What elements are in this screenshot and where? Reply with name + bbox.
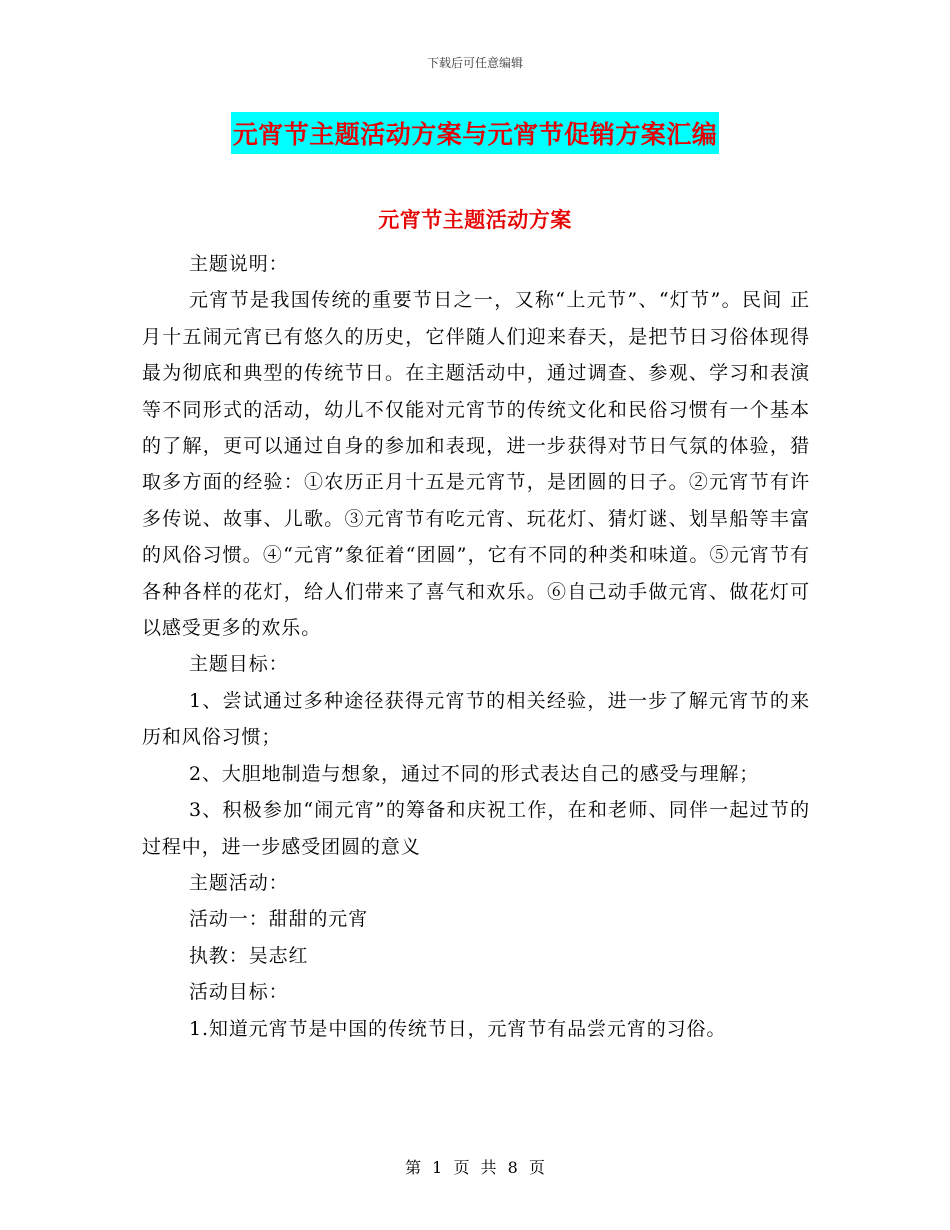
document-title [0,112,950,154]
body-text [142,246,810,1047]
paragraph-theme-goals-heading: 主题目标： [189,653,289,676]
paragraph-goal-1: 1、尝试通过多种途径获得元宵节的相关经验，进一步了解元宵节的来历和风俗习惯； [142,689,810,749]
paragraph-activity-goals-heading: 活动目标： [189,981,289,1004]
paragraph-theme-description: 元宵节是我国传统的重要节日之一，又称“上元节”、“灯节”。民间 正月十五闹元宵已有悠久的历史，它伴随人们迎来春天，是把节日习俗体现得最为彻底和典型的传统节日。在主题活动中，通过调查、参观、学习和表演等不同形式的活动，幼儿不仅能对元宵节的传统文化和民俗习惯有一个基本的了解，更可以通过自身的参加和表现，进一步获得对节日气氛的体验，猎取多方面的经验：①农历正月十五是元宵节，是团圆的日子。②元宵节有许多传说、故事、儿歌。③元宵节有吃元宵、玩花灯、猜灯谜、划旱船等丰富的风俗习惯。④“元宵”象征着“团圆”，它有不同的种类和味道。⑤元宵节有各种各样的花灯，给人们带来了喜气和欢乐。⑥自己动手做元宵、做花灯可以感受更多的欢乐。 [142,289,810,640]
page-number-footer: 第 1 页 共 8 页 [405,1158,545,1177]
paragraph-theme-description-heading: 主题说明： [189,253,289,275]
paragraph-theme-activities-heading: 主题活动： [189,871,289,894]
header-note: 下载后可任意编辑 [426,56,523,70]
document-title-text: 元宵节主题活动方案与元宵节促销方案汇编 [231,112,720,154]
section-title: 元宵节主题活动方案 [378,207,572,232]
paragraph-goal-2: 2、大胆地制造与想象，通过不同的形式表达自己的感受与理解； [189,762,760,785]
paragraph-goal-3: 3、积极参加“闹元宵”的筹备和庆祝工作，在和老师、同伴一起过节的过程中，进一步感受团圆的意义 [142,799,810,858]
paragraph-activity-goal-1: 1.知道元宵节是中国的传统节日，元宵节有品尝元宵的习俗。 [189,1017,727,1040]
paragraph-teacher: 执教：吴志红 [189,944,309,967]
paragraph-activity-one: 活动一：甜甜的元宵 [189,908,369,931]
